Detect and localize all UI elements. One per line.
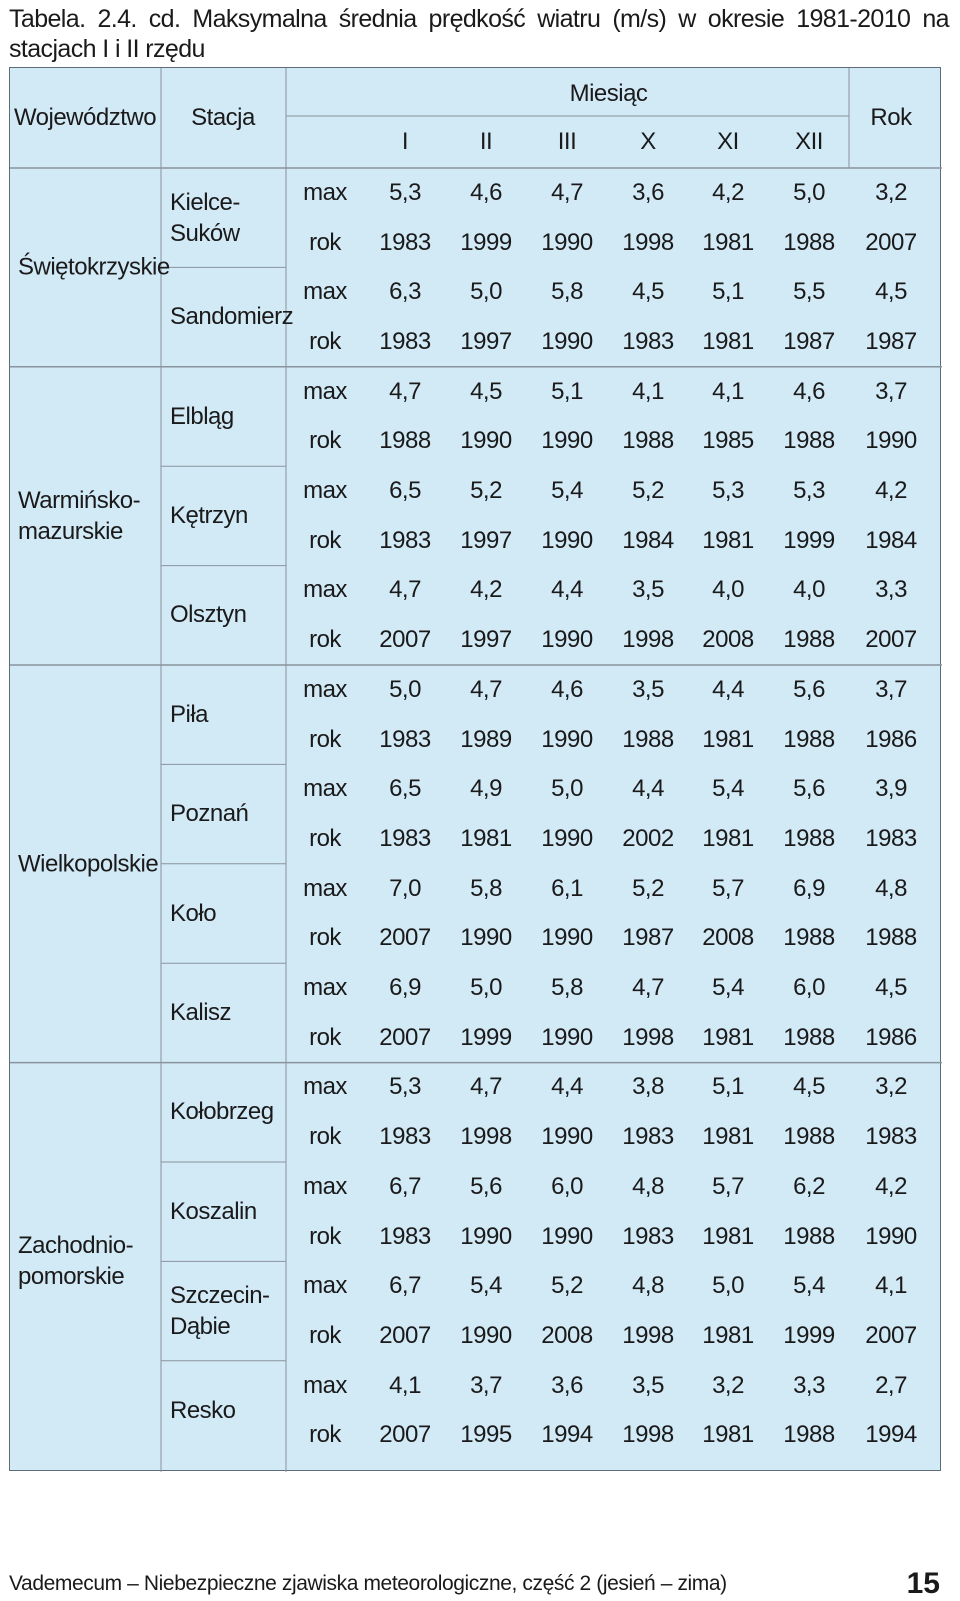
- year-value: 2008: [702, 626, 754, 654]
- year-value: 1988: [783, 1421, 835, 1449]
- year-value: 1990: [541, 526, 593, 554]
- year-value: 2002: [622, 824, 674, 852]
- year-value: 1999: [460, 228, 512, 256]
- year-value: 1987: [783, 327, 835, 355]
- year-value: 1983: [622, 1123, 674, 1151]
- max-value: 5,6: [470, 1172, 502, 1200]
- month-header: XI: [717, 128, 739, 155]
- region-name: Świętokrzyskie: [18, 253, 170, 281]
- max-value: 4,8: [632, 1272, 664, 1300]
- year-value: 1995: [460, 1421, 512, 1449]
- max-value: 5,0: [551, 775, 583, 803]
- max-value: 6,5: [389, 477, 421, 505]
- max-value: 4,6: [793, 377, 825, 405]
- max-value: 5,6: [793, 775, 825, 803]
- station-header: Stacja: [191, 104, 255, 131]
- max-value: 6,3: [389, 278, 421, 306]
- row-label-rok: rok: [309, 526, 341, 554]
- year-value: 1988: [783, 824, 835, 852]
- row-label-rok: rok: [309, 924, 341, 952]
- max-value: 6,9: [793, 874, 825, 902]
- year-value: 1986: [865, 725, 917, 753]
- year-value: 1988: [783, 1222, 835, 1250]
- max-value: 3,5: [632, 1371, 664, 1399]
- max-value: 4,2: [875, 477, 907, 505]
- max-value: 5,2: [551, 1272, 583, 1300]
- station-name: Sandomierz: [170, 303, 294, 331]
- max-value: 4,1: [712, 377, 744, 405]
- year-value: 1988: [622, 427, 674, 455]
- row-label-max: max: [303, 1371, 347, 1399]
- year-value: 1990: [541, 228, 593, 256]
- station-name: Kalisz: [170, 998, 232, 1026]
- max-value: 4,7: [632, 974, 664, 1002]
- row-label-rok: rok: [309, 1421, 341, 1449]
- max-value: 5,7: [712, 874, 744, 902]
- year-value: 1990: [541, 1023, 593, 1051]
- max-value: 3,7: [470, 1371, 502, 1399]
- year-value: 1988: [783, 626, 835, 654]
- max-value: 3,5: [632, 675, 664, 703]
- max-value: 6,0: [793, 974, 825, 1002]
- max-value: 3,3: [793, 1371, 825, 1399]
- max-value: 5,1: [712, 278, 744, 306]
- max-value: 4,5: [793, 1073, 825, 1101]
- year-value: 1988: [783, 924, 835, 952]
- footer-text: Vademecum – Niebezpieczne zjawiska meteorologiczne, część 2 (jesień – zima): [9, 1572, 727, 1595]
- year-value: 1987: [622, 924, 674, 952]
- max-value: 4,7: [389, 377, 421, 405]
- max-value: 5,2: [632, 874, 664, 902]
- year-value: 2007: [865, 1321, 917, 1349]
- max-value: 5,0: [389, 675, 421, 703]
- year-value: 2007: [865, 626, 917, 654]
- row-label-rok: rok: [309, 1222, 341, 1250]
- year-value: 1989: [460, 725, 512, 753]
- year-value: 1981: [702, 1222, 754, 1250]
- max-value: 3,8: [632, 1073, 664, 1101]
- year-value: 1990: [541, 626, 593, 654]
- station-name: Resko: [170, 1396, 236, 1424]
- year-value: 1988: [622, 725, 674, 753]
- year-value: 1988: [783, 1123, 835, 1151]
- max-value: 4,5: [875, 974, 907, 1002]
- row-label-max: max: [303, 576, 347, 604]
- year-value: 1990: [460, 924, 512, 952]
- year-value: 1988: [865, 924, 917, 952]
- year-value: 1987: [865, 327, 917, 355]
- year-value: 1998: [622, 1023, 674, 1051]
- max-value: 5,0: [470, 278, 502, 306]
- year-value: 1998: [460, 1123, 512, 1151]
- year-value: 1998: [622, 228, 674, 256]
- max-value: 6,9: [389, 974, 421, 1002]
- row-label-rok: rok: [309, 1123, 341, 1151]
- row-label-rok: rok: [309, 824, 341, 852]
- max-value: 4,2: [712, 178, 744, 206]
- year-value: 2007: [379, 1321, 431, 1349]
- max-value: 5,4: [712, 974, 744, 1002]
- max-value: 5,0: [793, 178, 825, 206]
- station-name: Elbląg: [170, 402, 234, 430]
- max-value: 5,8: [470, 874, 502, 902]
- year-value: 1983: [379, 526, 431, 554]
- year-value: 1983: [865, 1123, 917, 1151]
- row-label-max: max: [303, 675, 347, 703]
- year-value: 1983: [379, 1222, 431, 1250]
- year-value: 1988: [783, 725, 835, 753]
- year-value: 2007: [379, 1421, 431, 1449]
- max-value: 5,3: [793, 477, 825, 505]
- station-name: Kołobrzeg: [170, 1098, 274, 1126]
- row-label-max: max: [303, 377, 347, 405]
- page-number: 15: [906, 1567, 940, 1600]
- year-value: 1990: [865, 427, 917, 455]
- max-value: 5,1: [712, 1073, 744, 1101]
- region-header: Województwo: [13, 104, 157, 131]
- row-label-max: max: [303, 974, 347, 1002]
- year-value: 1990: [541, 1222, 593, 1250]
- year-value: 1981: [702, 725, 754, 753]
- row-label-max: max: [303, 477, 347, 505]
- year-value: 1990: [460, 1222, 512, 1250]
- max-value: 6,1: [551, 874, 583, 902]
- year-value: 1990: [460, 427, 512, 455]
- year-value: 2008: [541, 1321, 593, 1349]
- table-caption: Tabela. 2.4. cd. Maksymalna średnia prędkość wiatru (m/s) w okresie 1981-2010 na stacjach I i II rzędu: [9, 5, 949, 63]
- max-value: 4,9: [470, 775, 502, 803]
- station-name: Kętrzyn: [170, 501, 248, 529]
- row-label-max: max: [303, 178, 347, 206]
- max-value: 4,8: [875, 874, 907, 902]
- year-value: 1990: [541, 725, 593, 753]
- row-label-max: max: [303, 775, 347, 803]
- max-value: 5,4: [470, 1272, 502, 1300]
- max-value: 3,5: [632, 576, 664, 604]
- year-value: 1997: [460, 526, 512, 554]
- year-value: 1988: [783, 228, 835, 256]
- month-header: I: [401, 128, 409, 155]
- year-value: 2007: [865, 228, 917, 256]
- year-value: 1988: [783, 1023, 835, 1051]
- max-value: 5,1: [551, 377, 583, 405]
- year-value: 1983: [379, 327, 431, 355]
- row-label-max: max: [303, 1272, 347, 1300]
- max-value: 5,3: [389, 178, 421, 206]
- max-value: 4,4: [712, 675, 744, 703]
- year-value: 1994: [541, 1421, 593, 1449]
- year-value: 1990: [865, 1222, 917, 1250]
- max-value: 4,1: [389, 1371, 421, 1399]
- max-value: 5,8: [551, 974, 583, 1002]
- year-value: 1990: [541, 924, 593, 952]
- max-value: 4,5: [470, 377, 502, 405]
- month-header: II: [479, 128, 493, 155]
- max-value: 5,4: [712, 775, 744, 803]
- max-value: 3,3: [875, 576, 907, 604]
- row-label-rok: rok: [309, 1321, 341, 1349]
- max-value: 4,6: [470, 178, 502, 206]
- year-value: 1983: [622, 327, 674, 355]
- year-value: 2007: [379, 626, 431, 654]
- max-value: 3,9: [875, 775, 907, 803]
- year-value: 1999: [783, 526, 835, 554]
- max-value: 5,4: [551, 477, 583, 505]
- max-value: 6,7: [389, 1272, 421, 1300]
- region-name: Wielkopolskie: [18, 850, 159, 878]
- year-value: 1983: [379, 725, 431, 753]
- year-value: 1983: [622, 1222, 674, 1250]
- year-value: 1994: [865, 1421, 917, 1449]
- station-name: Kielce- Suków: [170, 188, 240, 247]
- year-value: 1990: [541, 427, 593, 455]
- year-value: 1983: [379, 228, 431, 256]
- max-value: 4,4: [551, 576, 583, 604]
- max-value: 6,7: [389, 1172, 421, 1200]
- max-value: 4,4: [632, 775, 664, 803]
- year-value: 1981: [702, 1321, 754, 1349]
- year-value: 1983: [379, 824, 431, 852]
- year-value: 1997: [460, 626, 512, 654]
- row-label-max: max: [303, 874, 347, 902]
- year-value: 1981: [702, 824, 754, 852]
- station-name: Piła: [170, 700, 209, 728]
- max-value: 3,6: [551, 1371, 583, 1399]
- max-value: 4,7: [470, 675, 502, 703]
- max-value: 4,1: [875, 1272, 907, 1300]
- max-value: 4,7: [551, 178, 583, 206]
- year-value: 1998: [622, 1321, 674, 1349]
- row-label-max: max: [303, 1172, 347, 1200]
- year-header: Rok: [870, 104, 912, 131]
- max-value: 4,5: [875, 278, 907, 306]
- max-value: 5,3: [712, 477, 744, 505]
- max-value: 4,2: [875, 1172, 907, 1200]
- max-value: 3,7: [875, 675, 907, 703]
- station-name: Koszalin: [170, 1197, 257, 1225]
- row-label-rok: rok: [309, 626, 341, 654]
- max-value: 4,0: [793, 576, 825, 604]
- year-value: 1985: [702, 427, 754, 455]
- max-value: 5,8: [551, 278, 583, 306]
- year-value: 1990: [460, 1321, 512, 1349]
- year-value: 1981: [702, 1421, 754, 1449]
- max-value: 3,7: [875, 377, 907, 405]
- row-label-rok: rok: [309, 1023, 341, 1051]
- year-value: 1981: [702, 1123, 754, 1151]
- row-label-rok: rok: [309, 725, 341, 753]
- station-name: Olsztyn: [170, 601, 247, 629]
- max-value: 5,0: [712, 1272, 744, 1300]
- max-value: 6,5: [389, 775, 421, 803]
- year-value: 1981: [702, 327, 754, 355]
- max-value: 4,7: [470, 1073, 502, 1101]
- row-label-rok: rok: [309, 327, 341, 355]
- max-value: 5,3: [389, 1073, 421, 1101]
- max-value: 4,5: [632, 278, 664, 306]
- year-value: 1999: [460, 1023, 512, 1051]
- max-value: 7,0: [389, 874, 421, 902]
- year-value: 1984: [865, 526, 917, 554]
- year-value: 1998: [622, 626, 674, 654]
- max-value: 6,2: [793, 1172, 825, 1200]
- max-value: 4,0: [712, 576, 744, 604]
- max-value: 5,2: [632, 477, 664, 505]
- year-value: 1981: [702, 228, 754, 256]
- max-value: 4,8: [632, 1172, 664, 1200]
- max-value: 3,2: [875, 178, 907, 206]
- row-label-max: max: [303, 1073, 347, 1101]
- year-value: 1999: [783, 1321, 835, 1349]
- max-value: 2,7: [875, 1371, 907, 1399]
- year-value: 1998: [622, 1421, 674, 1449]
- month-header: X: [640, 128, 656, 155]
- year-value: 1990: [541, 327, 593, 355]
- station-name: Poznań: [170, 800, 249, 828]
- year-value: 2007: [379, 1023, 431, 1051]
- year-value: 1990: [541, 824, 593, 852]
- max-value: 4,4: [551, 1073, 583, 1101]
- max-value: 5,6: [793, 675, 825, 703]
- max-value: 3,6: [632, 178, 664, 206]
- year-value: 1988: [379, 427, 431, 455]
- year-value: 1981: [702, 1023, 754, 1051]
- max-value: 4,2: [470, 576, 502, 604]
- station-name: Koło: [170, 899, 217, 927]
- max-value: 4,6: [551, 675, 583, 703]
- region-name: Warmińsko- mazurskie: [18, 486, 141, 545]
- max-value: 5,4: [793, 1272, 825, 1300]
- max-value: 4,7: [389, 576, 421, 604]
- station-name: Szczecin- Dąbie: [170, 1282, 270, 1341]
- year-value: 1990: [541, 1123, 593, 1151]
- year-value: 1986: [865, 1023, 917, 1051]
- month-header: XII: [795, 128, 823, 155]
- year-value: 1988: [783, 427, 835, 455]
- max-value: 4,1: [632, 377, 664, 405]
- year-value: 1983: [865, 824, 917, 852]
- region-name: Zachodnio- pomorskie: [18, 1232, 134, 1291]
- max-value: 6,0: [551, 1172, 583, 1200]
- year-value: 1984: [622, 526, 674, 554]
- row-label-rok: rok: [309, 228, 341, 256]
- month-header: III: [557, 128, 577, 155]
- max-value: 3,2: [875, 1073, 907, 1101]
- row-label-rok: rok: [309, 427, 341, 455]
- year-value: 1983: [379, 1123, 431, 1151]
- max-value: 5,2: [470, 477, 502, 505]
- max-value: 5,5: [793, 278, 825, 306]
- max-value: 5,0: [470, 974, 502, 1002]
- max-value: 5,7: [712, 1172, 744, 1200]
- year-value: 2007: [379, 924, 431, 952]
- year-value: 1997: [460, 327, 512, 355]
- wind-speed-table: [9, 67, 941, 1471]
- max-value: 3,2: [712, 1371, 744, 1399]
- year-value: 1981: [460, 824, 512, 852]
- year-value: 1981: [702, 526, 754, 554]
- row-label-max: max: [303, 278, 347, 306]
- year-value: 2008: [702, 924, 754, 952]
- month-group-header: Miesiąc: [569, 80, 648, 107]
